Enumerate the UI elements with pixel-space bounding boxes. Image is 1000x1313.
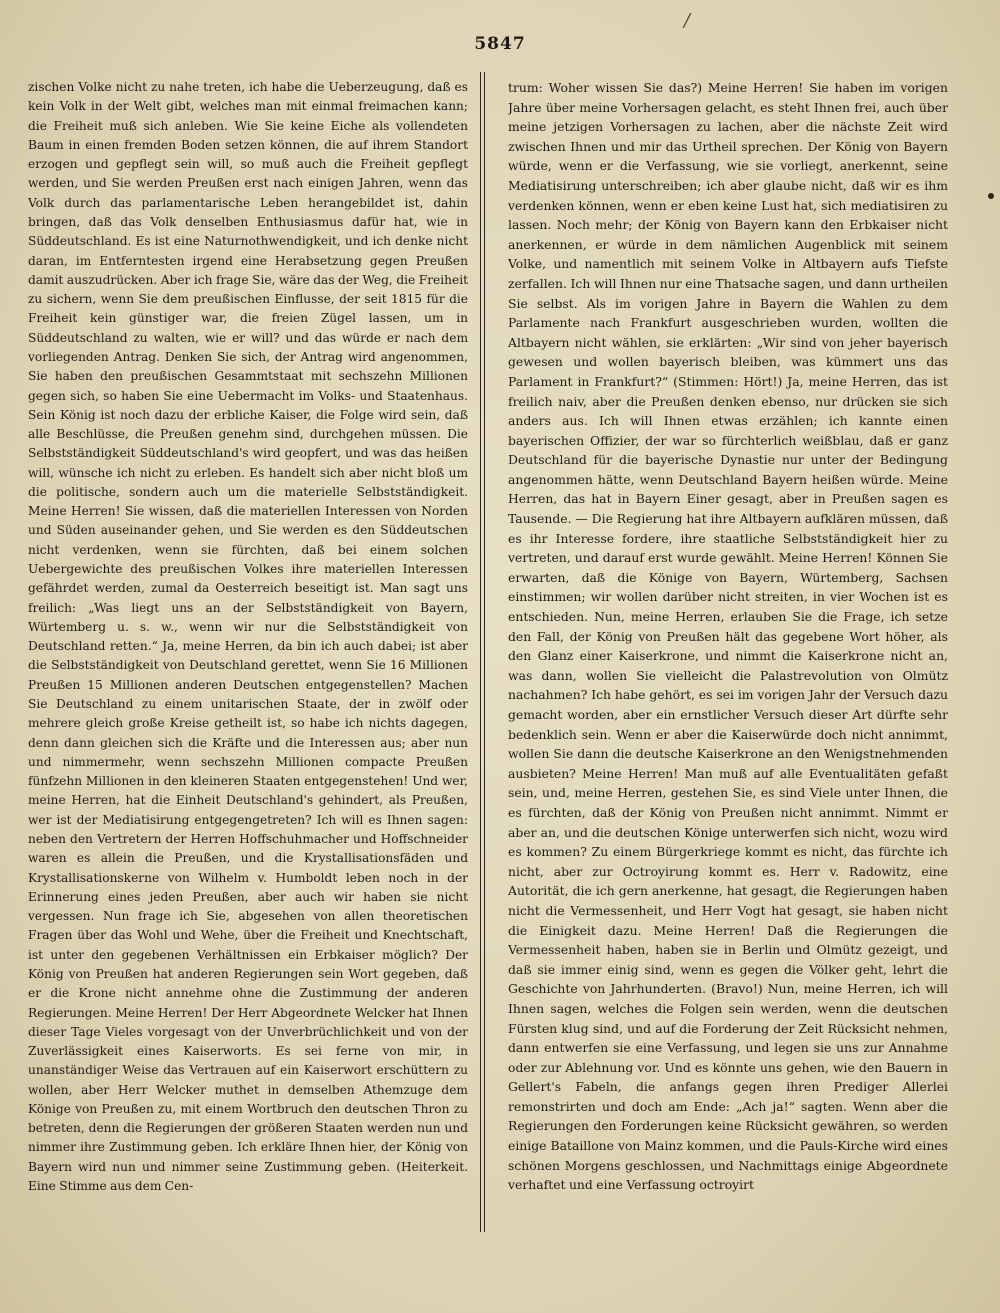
column-divider-inner [484,72,485,1232]
text-column-left [28,78,468,1228]
text-column-right [508,78,948,1228]
column-left-text: zischen Volke nicht zu nahe treten, ich habe die Ueberzeugung, daß es kein Volk in der Welt gibt, welches man mit einmal freimachen kann; die Freiheit muß sich anleben. Wie Sie keine Eiche als vollendeten Baum in einen fremden Boden setzen können, die auf ihrem Standort erzogen und gepflegt sein will, so muß auch die Freiheit gepflegt werden, und Sie werden Preußen erst nach einigen Jahren, wenn das Volk durch das parlamentarische Leben herangebildet ist, dahin bringen, daß das Volk denselben Enthusiasmus dafür hat, wie in Süddeutschland. Es ist eine Naturnothwendigkeit, und ich denke nicht daran, im Entferntesten irgend eine Herabsetzung gegen Preußen damit auszudrücken. Aber ich frage Sie, wäre das der Weg, die Freiheit zu sichern, wenn Sie dem preußischen Einflusse, der seit 1815 für die Freiheit kein günstiger war, die freien Zügel lassen, um in Süddeutschland zu walten, wie er will? und das würde er nach dem vorliegenden Antrag. Denken Sie sich, der Antrag wird angenommen, Sie haben den preußischen Gesammtstaat mit sechszehn Millionen gegen sich, so haben Sie eine Uebermacht im Volks- und Staatenhaus. Sein König ist noch dazu der erbliche Kaiser, die Folge wird sein, daß alle Beschlüsse, die Preußen genehm sind, durchgehen müssen. Die Selbstständigkeit Süddeutschland's wird geopfert, und was das heißen will, wünsche ich nicht zu erleben. Es handelt sich aber nicht bloß um die politische, sondern auch um die materielle Selbstständigkeit. Meine Herren! Sie wissen, daß die materiellen Interessen von Norden und Süden auseinander gehen, und Sie werden es den Süddeutschen nicht verdenken, wenn sie fürchten, daß bei einem solchen Uebergewichte des preußischen Volkes ihre materiellen Interessen gefährdet werden, zumal da Oesterreich beseitigt ist. Man sagt uns freilich: „Was liegt uns an der Selbstständigkeit von Bayern, Würtemberg u. s. w., wenn wir nur die Selbstständigkeit von Deutschland retten.“ Ja, meine Herren, da bin ich auch dabei; ist aber die Selbstständigkeit von Deutschland gerettet, wenn Sie 16 Millionen Preußen 15 Millionen anderen Deutschen entgegenstellen? Machen Sie Deutschland zu einem unitarischen Staate, der in zwölf oder mehrere gleich große Kreise getheilt ist, so habe ich nichts dagegen, denn dann gleichen sich die Kräfte und die Interessen aus; aber nun und nimmermehr, wenn sechszehn Millionen compacte Preußen fünfzehn Millionen in den kleineren Staaten entgegenstehen! Und wer, meine Herren, hat die Einheit Deutschland's gehindert, als Preußen, wer ist der Mediatisirung entgegengetreten? Ich will es Ihnen sagen: neben den Vertretern der Herren Hoffschuhmacher und Hoffschneider waren es allein die Preußen, und die Krystallisationsfäden und Krystallisationskerne von Wilhelm v. Humboldt leben noch in der Erinnerung eines jeden Preußen, aber auch wir haben sie nicht vergessen. Nun frage ich Sie, abgesehen von allen theoretischen Fragen über das Wohl und Wehe, über die Freiheit und Knechtschaft, ist unter den gegebenen Verhältnissen ein Erbkaiser möglich? Der König von Preußen hat anderen Regierungen sein Wort gegeben, daß er die Krone nicht annehme ohne die Zustimmung der anderen Regierungen. Meine Herren! Der Herr Abgeordnete Welcker hat Ihnen dieser Tage Vieles vorgesagt von der Unverbrüchlichkeit und von der Zuverlässigkeit eines Kaiserworts. Es sei ferne von mir, in unanständiger Weise das Vertrauen auf ein Kaiserwort erschüttern zu wollen, aber Herr Welcker muthet in demselben Athemzuge dem Könige von Preußen zu, mit einem Wortbruch den deutschen Thron zu betreten, denn die Regierungen der größeren Staaten werden nun und nimmer ihre Zustimmung geben. Ich erkläre Ihnen hier, der König von Bayern wird nun und nimmer seine Zustimmung geben. (Heiterkeit. Eine Stimme aus dem Cen- [28,80,468,1194]
column-divider [480,72,481,1232]
column-right-text: trum: Woher wissen Sie das?) Meine Herren! Sie haben im vorigen Jahre über meine Vorhersagen gelacht, es steht Ihnen frei, auch über meine jetzigen Vorhersagen zu lachen, aber die nächste Zeit wird zwischen Ihnen und mir das Urtheil sprechen. Der König von Bayern würde, wenn er die Verfassung, wie sie vorliegt, anerkennt, seine Mediatisirung unterschreiben; ich aber glaube nicht, daß wir es ihm verdenken können, wenn er eben keine Lust hat, sich mediatisiren zu lassen. Noch mehr; der König von Bayern kann den Erbkaiser nicht anerkennen, er würde in dem nämlichen Augenblick mit seinem Volke, und namentlich mit seinem Volke in Altbayern aufs Tiefste zerfallen. Ich will Ihnen nur eine Thatsache sagen, und dann urtheilen Sie selbst. Als im vorigen Jahre in Bayern die Wahlen zu dem Parlamente nach Frankfurt ausgeschrieben wurden, wollten die Altbayern nicht wählen, sie erklärten: „Wir sind von jeher bayerisch gewesen und wollen bayerisch bleiben, was kümmert uns das Parlament in Frankfurt?“ (Stimmen: Hört!) Ja, meine Herren, das ist freilich naiv, aber die Preußen denken ebenso, nur drücken sie sich anders aus. Ich will Ihnen etwas erzählen; ich kannte einen bayerischen Offizier, der war so fürchterlich weißblau, daß er ganz Deutschland für die bayerische Dynastie nur unter der Bedingung angenommen hätte, wenn Deutschland Bayern heißen würde. Meine Herren, das hat in Bayern Einer gesagt, aber in Preußen sagen es Tausende. — Die Regierung hat ihre Altbayern aufklären müssen, daß es ihr Interesse fordere, ihre staatliche Selbstständigkeit hier zu vertreten, und darauf erst wurde gewählt. Meine Herren! Können Sie erwarten, daß die Könige von Bayern, Würtemberg, Sachsen einstimmen; wir wollen darüber nicht streiten, in vier Wochen ist es entschieden. Nun, meine Herren, erlauben Sie die Frage, ich setze den Fall, der König von Preußen hält das gegebene Wort höher, als den Glanz einer Kaiserkrone, und nimmt die Kaiserkrone nicht an, was dann, wollen Sie vielleicht die Palastrevolution von Olmütz nachahmen? Ich habe gehört, es sei im vorigen Jahr der Versuch dazu gemacht worden, aber ein ernstlicher Versuch dieser Art dürfte sehr bedenklich sein. Wenn er aber die Kaiserwürde doch nicht annimmt, wollen Sie dann die deutsche Kaiserkrone an den Wenigstnehmenden ausbieten? Meine Herren! Man muß auf alle Eventualitäten gefaßt sein, und, meine Herren, gestehen Sie, es sind Viele unter Ihnen, die es fürchten, daß der König von Preußen nicht annimmt. Nimmt er aber an, und die deutschen Könige unterwerfen sich nicht, wozu wird es kommen? Zu einem Bürgerkriege kommt es nicht, das fürchte ich nicht, aber zur Octroyirung kommt es. Herr v. Radowitz, eine Autorität, die ich gern anerkenne, hat gesagt, die Regierungen haben nicht die Vermessenheit, und Herr Vogt hat gesagt, sie haben nicht die Einigkeit dazu. Meine Herren! Daß die Regierungen die Vermessenheit haben, haben sie in Berlin und Olmütz gezeigt, und daß sie immer einig sind, wenn es gegen die Völker geht, lehrt die Geschichte von Jahrhunderten. (Bravo!) Nun, meine Herren, ich will Ihnen sagen, welches die Folgen sein werden, wenn die deutschen Fürsten klug sind, und auf die Forderung der Zeit Rücksicht nehmen, dann entwerfen sie eine Verfassung, und legen sie uns zur Annahme oder zur Ablehnung vor. Und es könnte uns gehen, wie den Bauern in Gellert's Fabeln, die anfangs gegen ihren Prediger Allerlei remonstrirten und doch am Ende: „Ach ja!“ sagten. Wenn aber die Regierungen den Forderungen keine Rücksicht gewähren, so werden einige Bataillone von Mainz kommen, und die Pauls-Kirche wird eines schönen Morgens geschlossen, und Nachmittags einige Abgeordnete verhaftet und eine Verfassung octroyirt [508,80,948,1193]
margin-pencil-mark: / [684,10,691,31]
page-number: 5847 [474,34,526,54]
ink-spot [988,193,994,199]
